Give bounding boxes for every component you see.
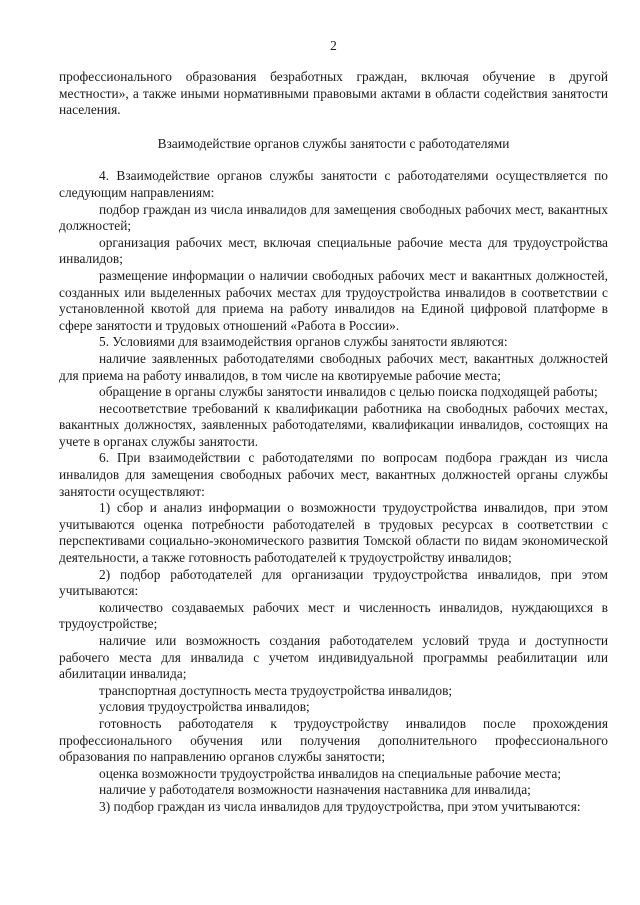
paragraph: несоответствие требований к квалификации работника на свободных рабочих местах, вакантных должностях, заявленных работодателями, квалификации инвалидов, состоящих на учете в органах службы занятости. xyxy=(59,400,608,449)
paragraph: 2) подбор работодателей для организации трудоустройства инвалидов, при этом учитываются: xyxy=(59,566,608,599)
paragraph: оценка возможности трудоустройства инвалидов на специальные рабочие места; xyxy=(99,765,562,781)
page-number: 2 xyxy=(330,38,337,53)
paragraph: 6. При взаимодействии с работодателями по вопросам подбора граждан из числа инвалидов для замещения свободных рабочих мест, вакантных должностей органы службы занятости осуществляют: xyxy=(59,450,608,499)
paragraph: 3) подбор граждан из числа инвалидов для трудоустройства, при этом учитываются: xyxy=(99,798,581,814)
paragraph: организация рабочих мест, включая специальные рабочие места для трудоустройства инвалидов; xyxy=(59,234,608,267)
section-heading: Взаимодействие органов службы занятости с работодателями xyxy=(157,135,510,151)
paragraph: подбор граждан из числа инвалидов для замещения свободных рабочих мест, вакантных должностей; xyxy=(59,201,608,234)
paragraph: наличие или возможность создания работодателем условий труда и доступности рабочего места для инвалида с учетом индивидуальной программы реабилитации или абилитации инвалида; xyxy=(59,633,608,682)
paragraph: наличие заявленных работодателями свободных рабочих мест, вакантных должностей для приема на работу инвалидов, в том числе на квотируемые рабочие места; xyxy=(59,350,608,383)
paragraph: размещение информации о наличии свободных рабочих мест и вакантных должностей, созданных или выделенных рабочих местах для трудоустройства инвалидов в соответствии с установленной квотой для приема на работу инвалидов на Единой цифровой платформе в сфере занятости и трудовых отношений «Работа в России». xyxy=(59,267,608,333)
paragraph: готовность работодателя к трудоустройству инвалидов после прохождения профессионального обучения или получения дополнительного профессионального образования по направлению органов службы занятости; xyxy=(59,715,608,765)
paragraph: количество создаваемых рабочих мест и численность инвалидов, нуждающихся в трудоустройстве; xyxy=(59,599,608,632)
paragraph: 1) сбор и анализ информации о возможности трудоустройства инвалидов, при этом учитываются оценка потребности работодателей в трудовых ресурсах в соответствии с перспективами социально-экономического развития Томской области по видам экономической деятельности, а также готовность работодателей к трудоустройству инвалидов; xyxy=(59,500,608,566)
intro-paragraph: профессионального образования безработных граждан, включая обучение в другой местности», а также иными нормативными правовыми актами в области содействия занятости населения. xyxy=(59,69,608,118)
paragraph: 5. Условиями для взаимодействия органов службы занятости являются: xyxy=(99,334,508,350)
paragraph: транспортная доступность места трудоустройства инвалидов; xyxy=(99,682,453,698)
paragraph: обращение в органы службы занятости инвалидов с целью поиска подходящей работы; xyxy=(99,384,598,400)
paragraph: условия трудоустройства инвалидов; xyxy=(99,699,310,715)
paragraph: 4. Взаимодействие органов службы занятости с работодателями осуществляется по следующим направлениям: xyxy=(59,168,608,200)
document-body xyxy=(59,69,608,816)
paragraph: наличие у работодателя возможности назначения наставника для инвалида; xyxy=(99,782,531,798)
